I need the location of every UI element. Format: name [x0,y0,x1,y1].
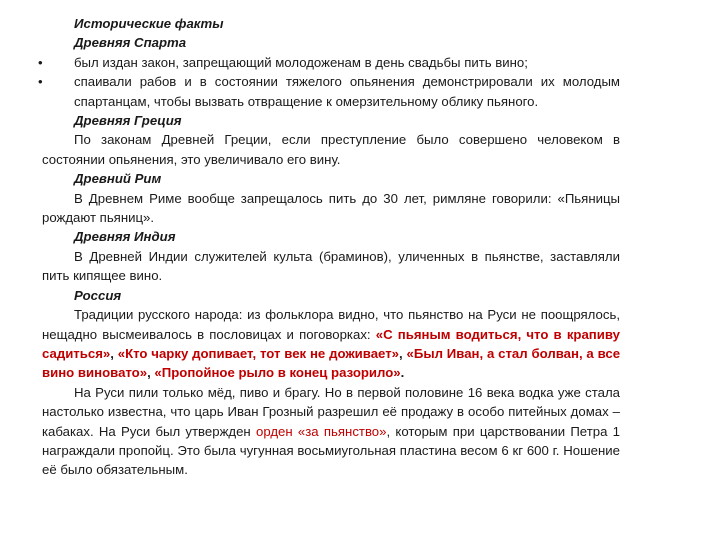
proverb: «Был Иван, а стал болван, а все вино виновато» [42,345,621,381]
heading-rome: Древний Рим [74,171,162,187]
proverb: «Пропойное рыло в конец разорило» [154,365,401,381]
heading-sparta: Древняя Спарта [74,35,187,51]
heading-india: Древняя Индия [74,229,176,245]
period: . [400,365,405,381]
history-text-end: , которым при царствовании Петра 1 награждали пропойц. Это была чугунная восьмиугольная пластина весом 6 кг 600 г. Ношение её было обязательным. [42,423,620,478]
list-item-text: спаивали рабов и в состоянии тяжелого опьянения демонстрировали их молодым спартанцам, чтобы вызвать отвращение к омерзительному облику пьяного. [74,74,620,109]
proverbs-intro: Традиции русского народа: из фольклора видно, что пьянство на Руси не поощрялось, нещадно высмеивалось в пословицах и поговорках: [42,307,620,342]
proverb: «С пьяным водиться, что в крапиву садиться» [42,326,620,361]
separator: , [399,345,407,361]
document-title: Исторические факты [74,16,224,31]
heading-russia: Россия [74,287,122,303]
paragraph-rome: В Древнем Риме вообще запрещалось пить до 30 лет, римляне говорили: «Пьяницы рождают пьяниц». [42,190,620,226]
history-text: На Руси пили только мёд, пиво и брагу. Но в первой половине 16 века водка уже стала настолько известна, что царь Иван Грозный разрешил её продажу в особо питейных домах – кабаках. На Руси был утвержден [42,384,620,439]
bullet-icon: • [38,54,43,70]
separator: , [147,365,155,381]
bullet-icon: • [38,74,43,90]
separator: , [110,345,118,361]
paragraph-greece: По законам Древней Греции, если преступление было совершено человеком в состоянии опьянения, это увеличивало его вину. [42,132,620,167]
paragraph-russia-proverbs [42,305,620,383]
heading-greece: Древняя Греция [74,113,182,129]
paragraph-india: В Древней Индии служителей культа (браминов), уличенных в пьянстве, заставляли пить кипящее вино. [42,248,620,284]
list-item-text: был издан закон, запрещающий молодоженам в день свадьбы пить вино; [74,54,528,70]
document-page [38,14,621,480]
order-name: орден «за пьянство» [255,423,387,439]
list-item [38,72,620,111]
proverb: «Кто чарку допивает, тот век не доживает» [117,345,400,361]
list-item [38,53,620,72]
paragraph-russia-history [42,383,620,480]
